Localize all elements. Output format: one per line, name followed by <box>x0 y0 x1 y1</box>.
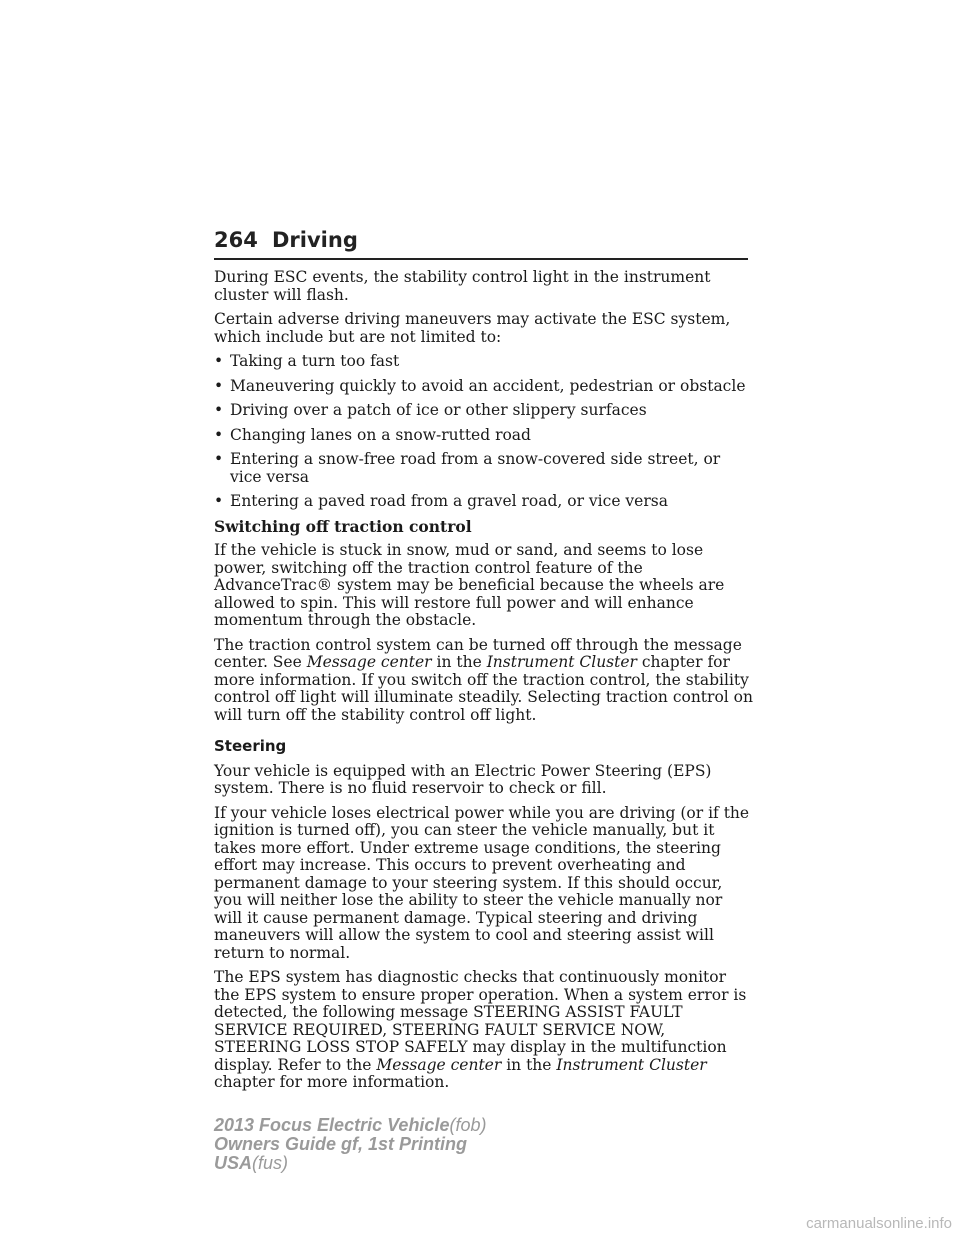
section-heading-steering: Steering <box>214 737 287 755</box>
bullet-icon: • <box>214 450 224 468</box>
page-number: 264 <box>214 228 258 252</box>
list-item-text: Maneuvering quickly to avoid an accident, pedestrian or obstacle <box>230 376 746 395</box>
footer-line-vehicle <box>214 1116 486 1135</box>
footer-vehicle-code: (fob) <box>449 1115 487 1135</box>
list-item <box>214 402 754 420</box>
list-item-text: Changing lanes on a snow-rutted road <box>230 425 531 444</box>
list-item-text: Taking a turn too fast <box>230 352 400 370</box>
text-segment: The EPS system has diagnostic checks that continuously monitor the EPS system to ensure proper operation. When a system error is detected, the following message STEERING ASSIST FAULT SERVICE REQUIRED, STEERING FAULT SERVICE NOW, STEERING LOSS STOP SAFELY may display in the multifunction display. Refer to the <box>214 968 747 1074</box>
paragraph-stuck-vehicle: If the vehicle is stuck in snow, mud or sand, and seems to lose power, switching off the traction control feature of the AdvanceTrac® system may be beneficial because the wheels are allowed to spin. This will restore full power and will enhance momentum through the obstacle. <box>214 541 725 629</box>
paragraph-eps-system: Your vehicle is equipped with an Electric Power Steering (EPS) system. There is no fluid reservoir to check or fill. <box>214 761 712 797</box>
reference-instrument-cluster: Instrument Cluster <box>486 653 637 671</box>
footer-vehicle: 2013 Focus Electric Vehicle <box>214 1115 450 1135</box>
text-segment: The traction control system can be turned off through the message center. See <box>214 635 742 671</box>
page-body <box>214 269 754 1099</box>
bullet-icon: • <box>214 425 224 444</box>
footer-market: USA <box>214 1153 253 1173</box>
bullet-icon: • <box>214 401 224 419</box>
section-heading-traction-control: Switching off traction control <box>214 516 472 536</box>
footer-line-guide <box>214 1135 486 1154</box>
footer-guide: Owners Guide gf, 1st Printing <box>214 1134 468 1154</box>
reference-instrument-cluster: Instrument Cluster <box>556 1055 707 1074</box>
list-item <box>214 353 754 371</box>
list-item <box>214 493 754 511</box>
text-segment: chapter for more information. If you switch off the traction control, the stability control off light will illuminate steadily. Selecting traction control on will turn off the stability control off light. <box>214 653 753 724</box>
list-item-text: Entering a paved road from a gravel road, or vice versa <box>230 492 668 510</box>
bullet-icon: • <box>214 376 224 395</box>
page-footer <box>214 1116 486 1173</box>
watermark: carmanualsonline.info <box>806 1215 952 1232</box>
list-item-text: Driving over a patch of ice or other slippery surfaces <box>230 401 647 419</box>
paragraph-esc-events: During ESC events, the stability control light in the instrument cluster will flash. <box>214 268 711 304</box>
reference-message-center: Message center <box>306 653 432 671</box>
list-item <box>214 378 754 396</box>
paragraph-power-loss: If your vehicle loses electrical power while you are driving (or if the ignition is turned off), you can steer the vehicle manually, but it takes more effort. Under extreme usage conditions, the steering effort may increase. This occurs to prevent overheating and permanent damage to your steering system. If this should occur, you will neither lose the ability to steer the vehicle manually nor will it cause permanent damage. Typical steering and driving maneuvers will allow the system to cool and steering assist will return to normal. <box>214 803 750 962</box>
list-item-text: Entering a snow-free road from a snow-covered side street, or vice versa <box>230 450 721 486</box>
reference-message-center: Message center <box>376 1055 502 1074</box>
footer-line-market <box>214 1154 486 1173</box>
paragraph-turn-off-traction <box>214 637 754 725</box>
chapter-title: Driving <box>272 228 358 252</box>
paragraph-adverse-maneuvers: Certain adverse driving maneuvers may activate the ESC system, which include but are not limited to: <box>214 310 731 346</box>
text-segment: in the <box>501 1055 557 1074</box>
text-segment: in the <box>431 653 487 671</box>
bullet-icon: • <box>214 352 224 370</box>
page-header <box>214 228 748 260</box>
list-item <box>214 427 754 445</box>
list-item <box>214 451 754 486</box>
footer-market-code: (fus) <box>252 1153 289 1173</box>
paragraph-diagnostics <box>214 969 754 1092</box>
text-segment: chapter for more information. <box>214 1073 450 1091</box>
bullet-icon: • <box>214 492 224 510</box>
